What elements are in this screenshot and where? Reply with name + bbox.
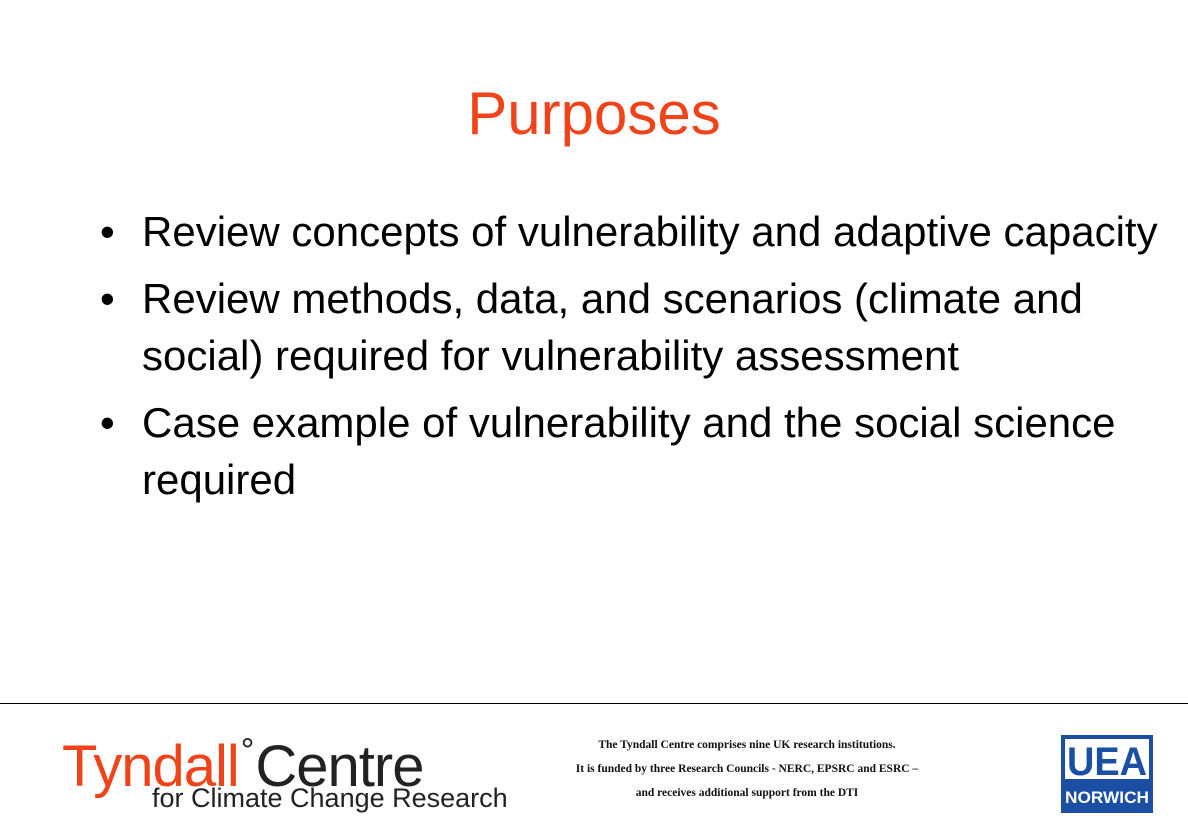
logo-centre-text: Centre [255,734,424,799]
slide-title: Purposes [467,80,721,147]
footer-line: and receives additional support from the DTI [635,787,859,799]
uea-logo-top-text: UEA [1067,740,1147,784]
uea-logo-bottom-text: NORWICH [1065,788,1149,807]
footer-line: It is funded by three Research Councils - NERC, EPSRC and ESRC – [575,763,919,775]
bullet-item [100,203,1170,260]
bullet-item [100,394,1170,508]
logo-tyndall-text: Tyndall [62,734,239,799]
uea-norwich-logo [1061,735,1153,813]
bullet-list [100,203,1170,518]
footer-divider [0,703,1188,704]
tyndall-centre-logo [62,716,508,816]
footer-line: The Tyndall Centre comprises nine UK research institutions. [598,739,896,751]
logo-subtitle: for Climate Change Research [152,783,508,813]
bullet-text: Case example of vulnerability and the social science required [142,399,1116,503]
logo-degree-symbol: ° [240,732,254,770]
bullet-marker: • [100,399,115,446]
bullet-item [100,270,1170,384]
bullet-marker: • [100,208,115,255]
bullet-text: Review methods, data, and scenarios (climate and social) required for vulnerability assessment [142,275,1083,379]
bullet-text: Review concepts of vulnerability and adaptive capacity [142,208,1158,255]
footer-info [500,733,994,805]
bullet-marker: • [100,275,115,322]
